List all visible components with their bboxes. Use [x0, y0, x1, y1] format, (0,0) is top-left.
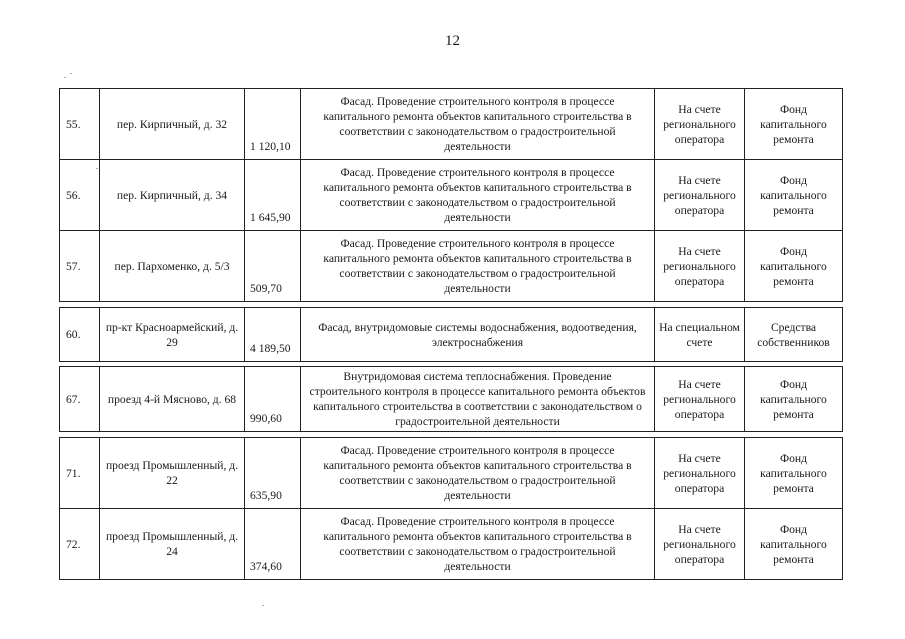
area-cell: 4 189,50 [245, 308, 301, 362]
work-description-cell: Фасад. Проведение строительного контроля в процессе капитального ремонта объектов капитального строительства в соответствии с законодательством о градостроительной деятельности [301, 89, 655, 160]
table-block-1 [59, 88, 842, 302]
area-cell: 509,70 [245, 231, 301, 302]
address-cell: пер. Кирпичный, д. 34 [100, 160, 245, 231]
area-cell: 374,60 [245, 509, 301, 580]
table-row [60, 509, 843, 580]
funding-source-cell: Фонд капитального ремонта [745, 231, 843, 302]
table-block-3 [59, 366, 842, 432]
table-block-2 [59, 307, 842, 362]
area-cell: 635,90 [245, 438, 301, 509]
account-type-cell: На счете регионального оператора [655, 367, 745, 432]
funding-source-cell: Фонд капитального ремонта [745, 367, 843, 432]
work-description-cell: Внутридомовая система теплоснабжения. Проведение строительного контроля в процессе капитального ремонта объектов капитального строительства в соответствии с законодательством о градостроительной деятельности [301, 367, 655, 432]
area-cell: 990,60 [245, 367, 301, 432]
row-number: 57. [60, 231, 100, 302]
page-number: 12 [445, 33, 460, 49]
table-row [60, 89, 843, 160]
row-number: 55. [60, 89, 100, 160]
table-row [60, 367, 843, 432]
table-row [60, 438, 843, 509]
funding-source-cell: Фонд капитального ремонта [745, 438, 843, 509]
account-type-cell: На счете регионального оператора [655, 231, 745, 302]
address-cell: проезд 4-й Мясново, д. 68 [100, 367, 245, 432]
funding-source-cell: Фонд капитального ремонта [745, 509, 843, 580]
row-number: 67. [60, 367, 100, 432]
work-description-cell: Фасад. Проведение строительного контроля в процессе капитального ремонта объектов капитального строительства в соответствии с законодательством о градостроительной деятельности [301, 438, 655, 509]
funding-source-cell: Фонд капитального ремонта [745, 89, 843, 160]
scan-speck [262, 605, 264, 606]
funding-source-cell: Фонд капитального ремонта [745, 160, 843, 231]
work-description-cell: Фасад, внутридомовые системы водоснабжения, водоотведения, электроснабжения [301, 308, 655, 362]
account-type-cell: На счете регионального оператора [655, 509, 745, 580]
work-description-cell: Фасад. Проведение строительного контроля в процессе капитального ремонта объектов капитального строительства в соответствии с законодательством о градостроительной деятельности [301, 231, 655, 302]
address-cell: пер. Кирпичный, д. 32 [100, 89, 245, 160]
funding-source-cell: Средства собственников [745, 308, 843, 362]
account-type-cell: На счете регионального оператора [655, 89, 745, 160]
table-row [60, 160, 843, 231]
table-row [60, 231, 843, 302]
address-cell: проезд Промышленный, д. 24 [100, 509, 245, 580]
area-cell: 1 120,10 [245, 89, 301, 160]
row-number: 56. [60, 160, 100, 231]
scan-speck [64, 77, 66, 78]
account-type-cell: На специальном счете [655, 308, 745, 362]
area-cell: 1 645,90 [245, 160, 301, 231]
scan-speck [70, 73, 72, 74]
row-number: 60. [60, 308, 100, 362]
work-description-cell: Фасад. Проведение строительного контроля в процессе капитального ремонта объектов капитального строительства в соответствии с законодательством о градостроительной деятельности [301, 160, 655, 231]
address-cell: проезд Промышленный, д. 22 [100, 438, 245, 509]
address-cell: пер. Пархоменко, д. 5/3 [100, 231, 245, 302]
row-number: 72. [60, 509, 100, 580]
account-type-cell: На счете регионального оператора [655, 438, 745, 509]
row-number: 71. [60, 438, 100, 509]
table-row [60, 308, 843, 362]
address-cell: пр-кт Красноармейский, д. 29 [100, 308, 245, 362]
account-type-cell: На счете регионального оператора [655, 160, 745, 231]
work-description-cell: Фасад. Проведение строительного контроля в процессе капитального ремонта объектов капитального строительства в соответствии с законодательством о градостроительной деятельности [301, 509, 655, 580]
table-block-4 [59, 437, 842, 580]
